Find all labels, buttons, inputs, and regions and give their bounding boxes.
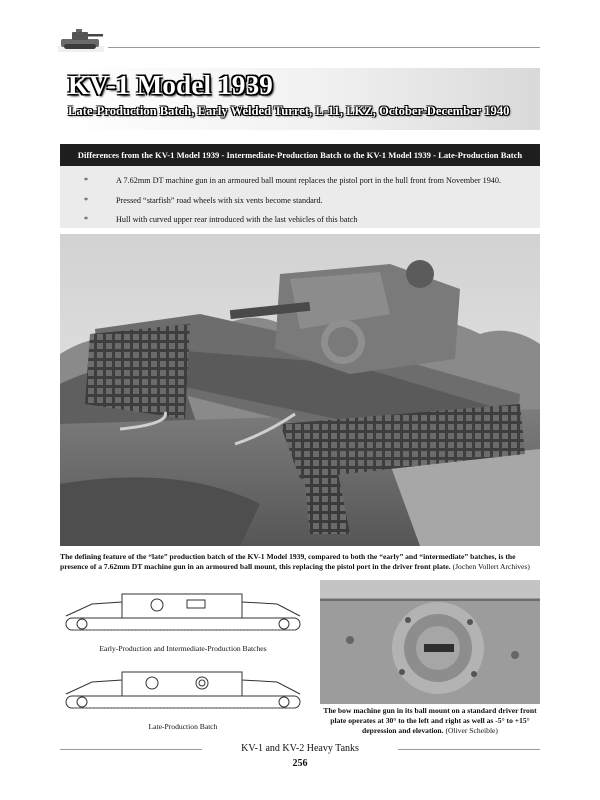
main-photo-caption [60,552,540,572]
tank-silhouette-icon [58,22,104,52]
difference-text: A 7.62mm DT machine gun in an armoured ball mount replaces the pistol port in the hull front from November 1940. [116,176,502,185]
detail-photo-credit: (Oliver Scheible) [445,726,498,735]
ball-mount-detail-photo [320,580,540,704]
drawing-caption-late: Late-Production Batch [148,722,218,731]
bullet: * [84,195,89,205]
detail-photo-caption-text: The bow machine gun in its ball mount on a standard driver front plate operates at 30° to the left and right as well as -5° to +15° depression and elevation. [323,706,537,735]
page-subtitle: Late-Production Batch, Early Welded Turret, L-11, LKZ, October-December 1940 [68,104,510,118]
main-photo-credit: (Jochen Vollert Archives) [452,562,530,571]
main-tank-photo [60,234,540,546]
side-view-drawing-early [62,588,304,638]
detail-photo-caption [320,706,540,736]
main-photo-caption-text: The defining feature of the “late” production batch of the KV-1 Model 1939, compared to both the “early” and “intermediate” batches, is the presence of a 7.62mm DT machine gun in an armoured ball mount, this replacing the pistol port in the driver front plate. [60,552,516,571]
drawing-caption-early: Early-Production and Intermediate-Production Batches [99,644,267,653]
footer-rule-right [398,749,540,750]
bullet: * [84,215,89,224]
list-item [60,191,540,211]
difference-text: Hull with curved upper rear introduced with the last vehicles of this batch [116,215,358,224]
difference-text: Pressed “starfish” road wheels with six vents become standard. [116,195,323,205]
footer-rule-left [60,749,202,750]
list-item [60,171,540,191]
footer-book-title: KV-1 and KV-2 Heavy Tanks [241,743,359,754]
differences-box [60,144,540,228]
differences-list [60,166,540,230]
bullet: * [84,176,89,185]
list-item [60,210,540,230]
header-rule [108,47,540,48]
page-title: KV-1 Model 1939 [68,70,273,100]
side-view-drawing-late [62,666,304,716]
page-number: 256 [292,758,308,769]
differences-heading: Differences from the KV-1 Model 1939 - Intermediate-Production Batch to the KV-1 Model 1939 - Late-Production Batch [60,144,540,166]
